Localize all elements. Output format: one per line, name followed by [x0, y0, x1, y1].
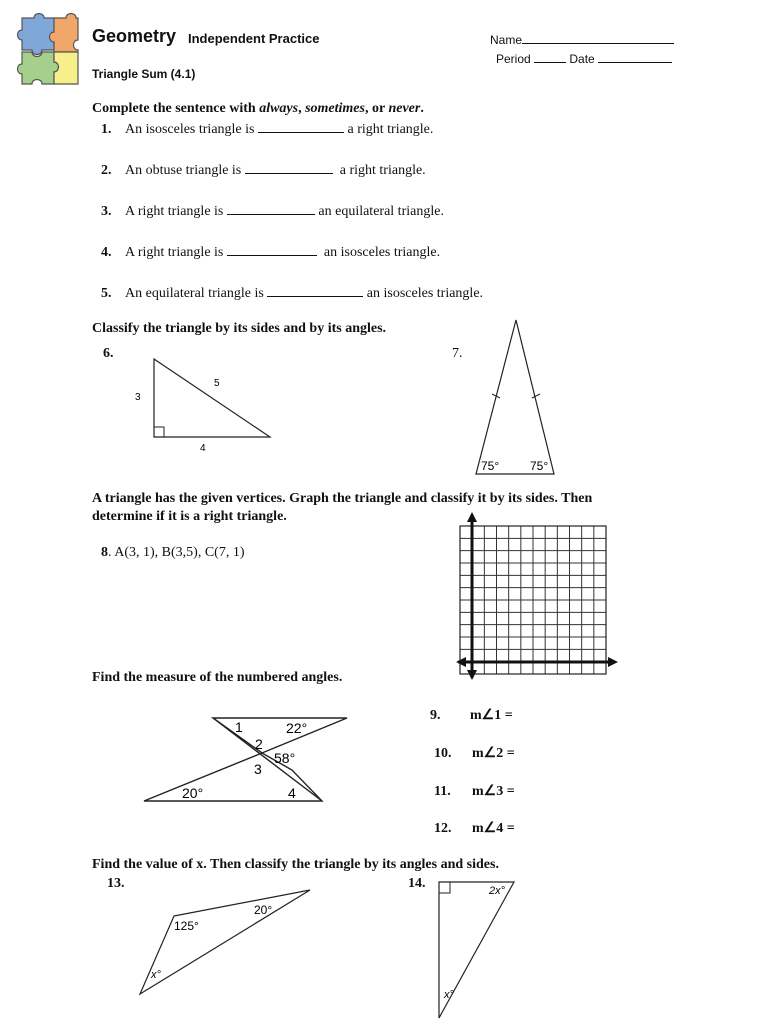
period-label: Period [496, 52, 531, 66]
angle-label-20: 20° [182, 785, 204, 801]
triangle-6-figure [130, 355, 280, 455]
question-8: 8. A(3, 1), B(3,5), C(7, 1) [101, 545, 245, 560]
question-13-number: 13. [107, 876, 125, 891]
t6-hyp-label: 5 [214, 378, 220, 389]
answer-10[interactable]: 10. m∠2 = [434, 746, 515, 761]
t14-angle-x: x° [444, 989, 454, 1001]
subtitle: Independent Practice [188, 31, 320, 46]
answer-blank-4[interactable] [227, 243, 317, 256]
t7-left-angle: 75° [481, 459, 500, 473]
angle-label-1: 1 [235, 719, 243, 735]
t7-right-angle: 75° [530, 459, 549, 473]
angle-label-2: 2 [255, 736, 263, 752]
t13-angle-x: x° [151, 969, 161, 981]
answer-blank-1[interactable] [258, 120, 344, 133]
answer-blank-2[interactable] [245, 161, 333, 174]
period-date-field[interactable] [496, 50, 672, 66]
answer-blank-5[interactable] [267, 284, 363, 297]
question-7-number: 7. [452, 346, 463, 361]
answer-9[interactable]: 9. m∠1 = [430, 708, 513, 723]
triangle-7-figure [470, 316, 564, 480]
question-4: 4. A right triangle is an isosceles triangle. [101, 245, 441, 260]
question-6-number: 6. [103, 346, 114, 361]
date-label: Date [569, 52, 595, 66]
answer-12[interactable]: 12. m∠4 = [434, 821, 515, 836]
section3-instruction-line1: A triangle has the given vertices. Graph the triangle and classify it by its sides. Then [92, 491, 593, 506]
triangle-14-figure [434, 878, 518, 1022]
section5-instruction: Find the value of x. Then classify the triangle by its angles and sides. [92, 857, 499, 872]
question-5: 5. An equilateral triangle is an isosceles triangle. [101, 286, 484, 301]
answer-blank-3[interactable] [227, 202, 315, 215]
section1-instruction: Complete the sentence with always, sometimes, or never. [92, 101, 424, 116]
name-label: Name [490, 33, 523, 47]
answer-11[interactable]: 11. m∠3 = [434, 784, 515, 799]
topic-label: Triangle Sum (4.1) [92, 67, 196, 81]
t13-angle-20: 20° [254, 903, 273, 917]
name-field[interactable] [490, 31, 674, 47]
question-2: 2. An obtuse triangle is a right triangle. [101, 163, 426, 178]
section3-instruction-line2: determine if it is a right triangle. [92, 509, 287, 524]
triangle-13-figure [136, 886, 316, 998]
angle-label-58: 58° [274, 750, 296, 766]
question-3: 3. A right triangle is an equilateral triangle. [101, 204, 444, 219]
question-1: 1. An isosceles triangle is a right triangle. [101, 122, 434, 137]
angle-label-3: 3 [254, 761, 262, 777]
section2-instruction: Classify the triangle by its sides and by its angles. [92, 321, 387, 336]
puzzle-logo [8, 12, 84, 96]
t14-angle-2x: 2x° [489, 885, 506, 897]
coordinate-grid[interactable] [456, 512, 618, 680]
angles-figure [140, 715, 355, 805]
section4-instruction: Find the measure of the numbered angles. [92, 670, 343, 685]
t13-angle-125: 125° [174, 919, 199, 933]
t6-vertical-label: 3 [135, 392, 141, 403]
subject-title: Geometry [92, 26, 177, 46]
t6-horizontal-label: 4 [200, 443, 206, 454]
question-14-number: 14. [408, 876, 426, 891]
angle-label-22: 22° [286, 720, 308, 736]
angle-label-4: 4 [288, 785, 296, 801]
